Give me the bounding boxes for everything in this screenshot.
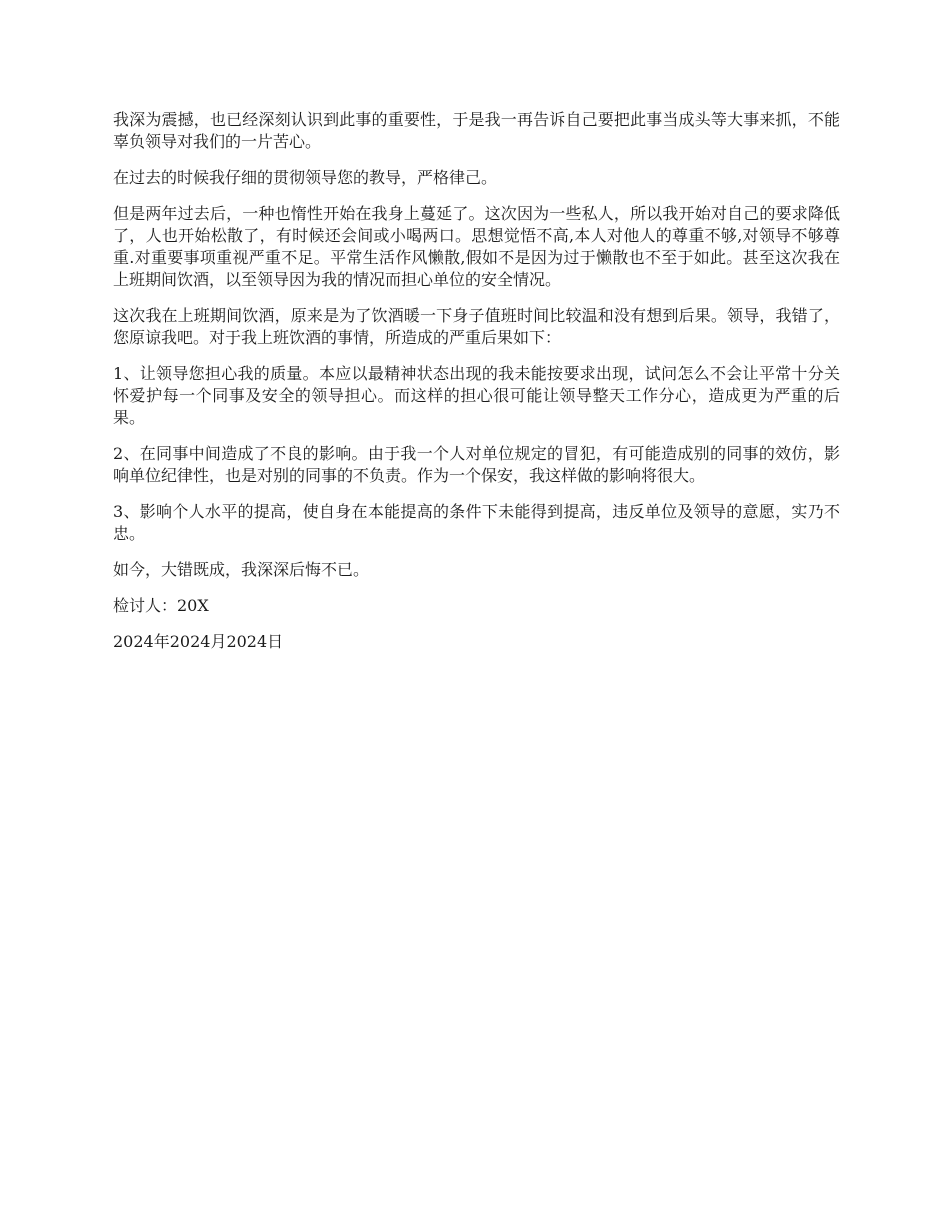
signature-line: 检讨人：20X [113,596,209,615]
paragraph-2: 在过去的时候我仔细的贯彻领导您的教导，严格律己。 [113,168,498,187]
paragraph-3: 但是两年过去后，一种也惰性开始在我身上蔓延了。这次因为一些私人，所以我开始对自己的要求降低了，人也开始松散了，有时候还会间或小喝两口。思想觉悟不高,本人对他人的尊重不够,对领导不够尊重.对重要事项重视严重不足。平常生活作风懒散,假如不是因为过于懒散也不至于如此。甚至这次我在上班期间饮酒，以至领导因为我的情况而担心单位的安全情况。 [113,204,840,289]
document-page [113,109,840,667]
paragraph-4: 这次我在上班期间饮酒，原来是为了饮酒暖一下身子值班时间比较温和没有想到后果。领导，我错了，您原谅我吧。对于我上班饮酒的事情，所造成的严重后果如下： [113,306,840,347]
paragraph-8: 如今，大错既成，我深深后悔不已。 [113,560,370,579]
date-line: 2024年2024月2024日 [113,632,284,651]
paragraph-7: 3、影响个人水平的提高，使自身在本能提高的条件下未能得到提高，违反单位及领导的意愿，实乃不忠。 [113,502,840,543]
paragraph-5: 1、让领导您担心我的质量。本应以最精神状态出现的我未能按要求出现，试问怎么不会让平常十分关怀爱护每一个同事及安全的领导担心。而这样的担心很可能让领导整天工作分心，造成更为严重的后果。 [113,364,840,427]
paragraph-1: 我深为震撼，也已经深刻认识到此事的重要性，于是我一再告诉自己要把此事当成头等大事来抓，不能辜负领导对我们的一片苦心。 [113,110,840,151]
paragraph-6: 2、在同事中间造成了不良的影响。由于我一个人对单位规定的冒犯，有可能造成别的同事的效仿，影响单位纪律性，也是对别的同事的不负责。作为一个保安，我这样做的影响将很大。 [113,444,840,485]
